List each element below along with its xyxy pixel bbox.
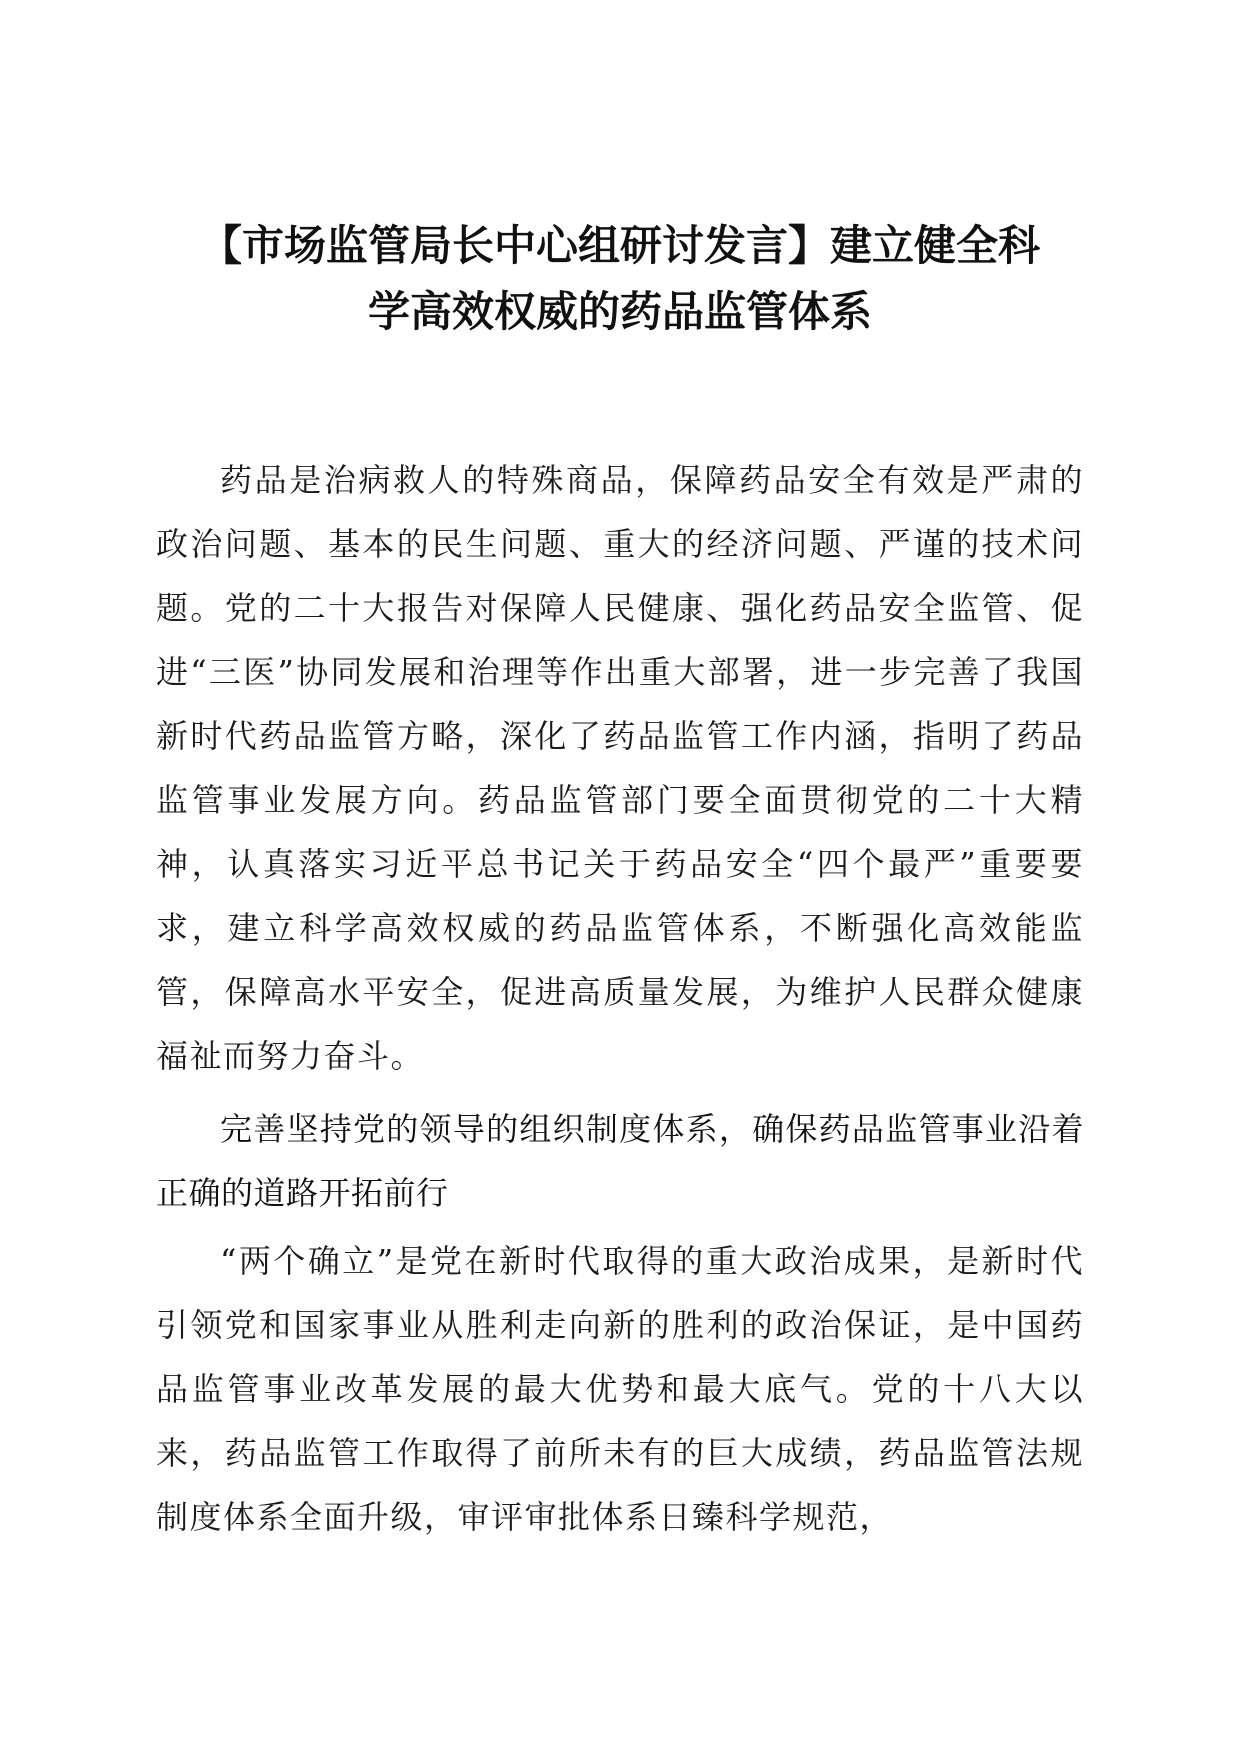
document-title-line-1: 【市场监管局长中心组研讨发言】建立健全科 <box>199 221 1040 270</box>
intro-paragraph: 药品是治病救人的特殊商品，保障药品安全有效是严肃的政治问题、基本的民生问题、重大的经济问题、严谨的技术问题。党的二十大报告对保障人民健康、强化药品安全监管、促进“三医”协同发展和治理等作出重大部署，进一步完善了我国新时代药品监管方略，深化了药品监管工作内涵，指明了药品监管事业发展方向。药品监管部门要全面贯彻党的二十大精神，认真落实习近平总书记关于药品安全“四个最严”重要要求，建立科学高效权威的药品监管体系，不断强化高效能监管，保障高水平安全，促进高质量发展，为维护人民群众健康福祉而努力奋斗。 <box>156 461 1084 1075</box>
section-paragraph: “两个确立”是党在新时代取得的重大政治成果，是新时代引领党和国家事业从胜利走向新的胜利的政治保证，是中国药品监管事业改革发展的最大优势和最大底气。党的十八大以来，药品监管工作取得了前所未有的巨大成绩，药品监管法规制度体系全面升级，审评审批体系日臻科学规范， <box>156 1242 1084 1536</box>
section-heading: 完善坚持党的领导的组织制度体系，确保药品监管事业沿着正确的道路开拓前行 <box>156 1110 1084 1212</box>
document-title-line-2: 学高效权威的药品监管体系 <box>367 287 872 336</box>
document-title <box>150 213 1090 345</box>
